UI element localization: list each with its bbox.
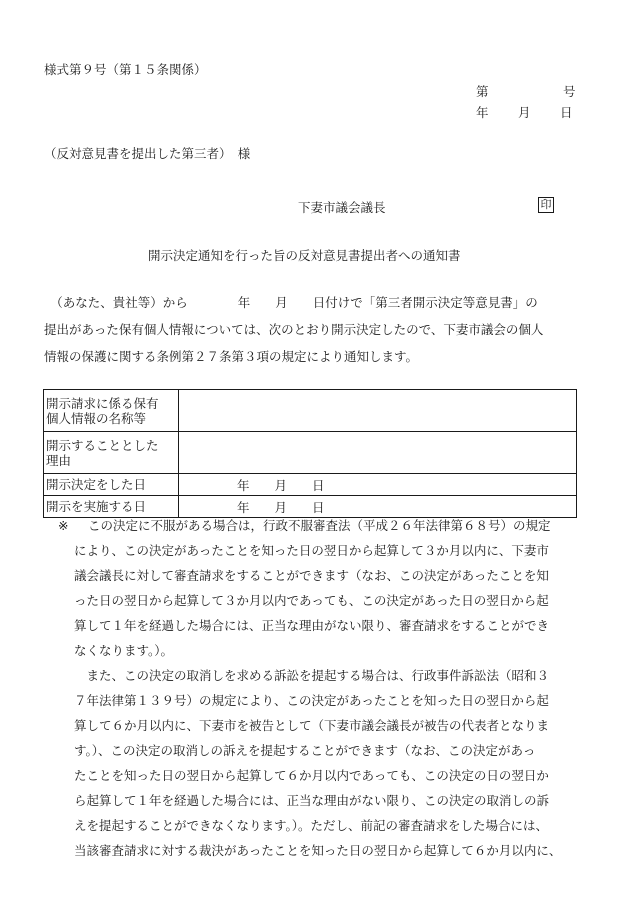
table-value-decision-date bbox=[179, 474, 577, 496]
sender: 下妻市議会議長 bbox=[298, 200, 386, 215]
table-label-implementation-date: 開示を実施する日 bbox=[44, 496, 179, 518]
implementation-date-value: 年 月 日 bbox=[237, 499, 325, 515]
label-line: 個人情報の名称等 bbox=[46, 410, 147, 426]
table-row bbox=[44, 474, 577, 496]
disclosure-table bbox=[43, 389, 577, 518]
table-label-reason bbox=[44, 432, 179, 474]
form-number: 様式第９号（第１５条関係） bbox=[44, 62, 207, 77]
document-number-prefix: 第 bbox=[476, 84, 489, 99]
intro-line: （あなた、貴社等）から 年 月 日付けで「第三者開示決定等意見書」の bbox=[44, 295, 538, 310]
document-title: 開示決定通知を行った旨の反対意見書提出者への通知書 bbox=[148, 248, 461, 263]
note-line: ７年法律第１３９号）の規定により、この決定があったことを知った日の翌日から起 bbox=[74, 693, 549, 708]
table-value-reason bbox=[179, 432, 577, 474]
label-line: 理由 bbox=[46, 452, 72, 468]
note-line: たことを知った日の翌日から起算して６か月以内であっても、この決定の日の翌日か bbox=[74, 768, 549, 783]
note-line: により、この決定があったことを知った日の翌日から起算して３か月以内に、下妻市 bbox=[74, 543, 549, 558]
note-line: ら起算して１年を経過した場合には、正当な理由がない限り、この決定の取消しの訴 bbox=[74, 793, 550, 808]
table-row bbox=[44, 390, 577, 432]
table-value-info-name bbox=[179, 390, 577, 432]
table-label-info-name bbox=[44, 390, 179, 432]
note-line: なくなります。）。 bbox=[74, 643, 174, 658]
seal-mark: 印 bbox=[538, 197, 554, 213]
note-line: えを提起することができなくなります。）。ただし、前記の審査請求をした場合には、 bbox=[74, 818, 549, 833]
label-line: 開示請求に係る保有 bbox=[46, 395, 159, 411]
table-label-decision-date: 開示決定をした日 bbox=[44, 474, 179, 496]
note-line: った日の翌日から起算して３か月以内であっても、この決定があった日の翌日から起 bbox=[74, 593, 549, 608]
intro-paragraph bbox=[44, 289, 590, 370]
table-row bbox=[44, 432, 577, 474]
date-day-label: 日 bbox=[560, 105, 573, 120]
date-month-label: 月 bbox=[518, 105, 531, 120]
decision-date-value: 年 月 日 bbox=[237, 477, 325, 493]
intro-line: 提出があった保有個人情報については、次のとおり開示決定したので、下妻市議会の個人 bbox=[44, 322, 544, 337]
intro-line: 情報の保護に関する条例第２７条第３項の規定により通知します。 bbox=[44, 349, 419, 364]
note-line: この決定に不服がある場合は，行政不服審査法（平成２６年法律第６８号）の規定 bbox=[88, 518, 551, 533]
date-year-label: 年 bbox=[476, 105, 489, 120]
label-line: 開示することとした bbox=[46, 437, 159, 453]
addressee: （反対意見書を提出した第三者） 様 bbox=[44, 146, 251, 161]
note-line: 議会議長に対して審査請求をすることができます（なお、この決定があったことを知 bbox=[74, 568, 549, 583]
note-line: す。）、この決定の取消しの訴えを提起することができます（なお、この決定があっ bbox=[74, 743, 536, 758]
note-line: 算して６か月以内に、下妻市を被告として（下妻市議会議長が被告の代表者となりま bbox=[74, 718, 550, 733]
note-line: 算して１年を経過した場合には、正当な理由がない限り、審査請求をすることができ bbox=[74, 618, 550, 633]
note-mark: ※ bbox=[58, 518, 69, 533]
document-number-suffix: 号 bbox=[563, 84, 576, 99]
note-line: 当該審査請求に対する裁決があったことを知った日の翌日から起算して６か月以内に、 bbox=[74, 843, 562, 858]
notes-section bbox=[44, 513, 604, 863]
note-line: また、この決定の取消しを求める訴訟を提起する場合は、行政事件訴訟法（昭和３ bbox=[74, 668, 550, 683]
